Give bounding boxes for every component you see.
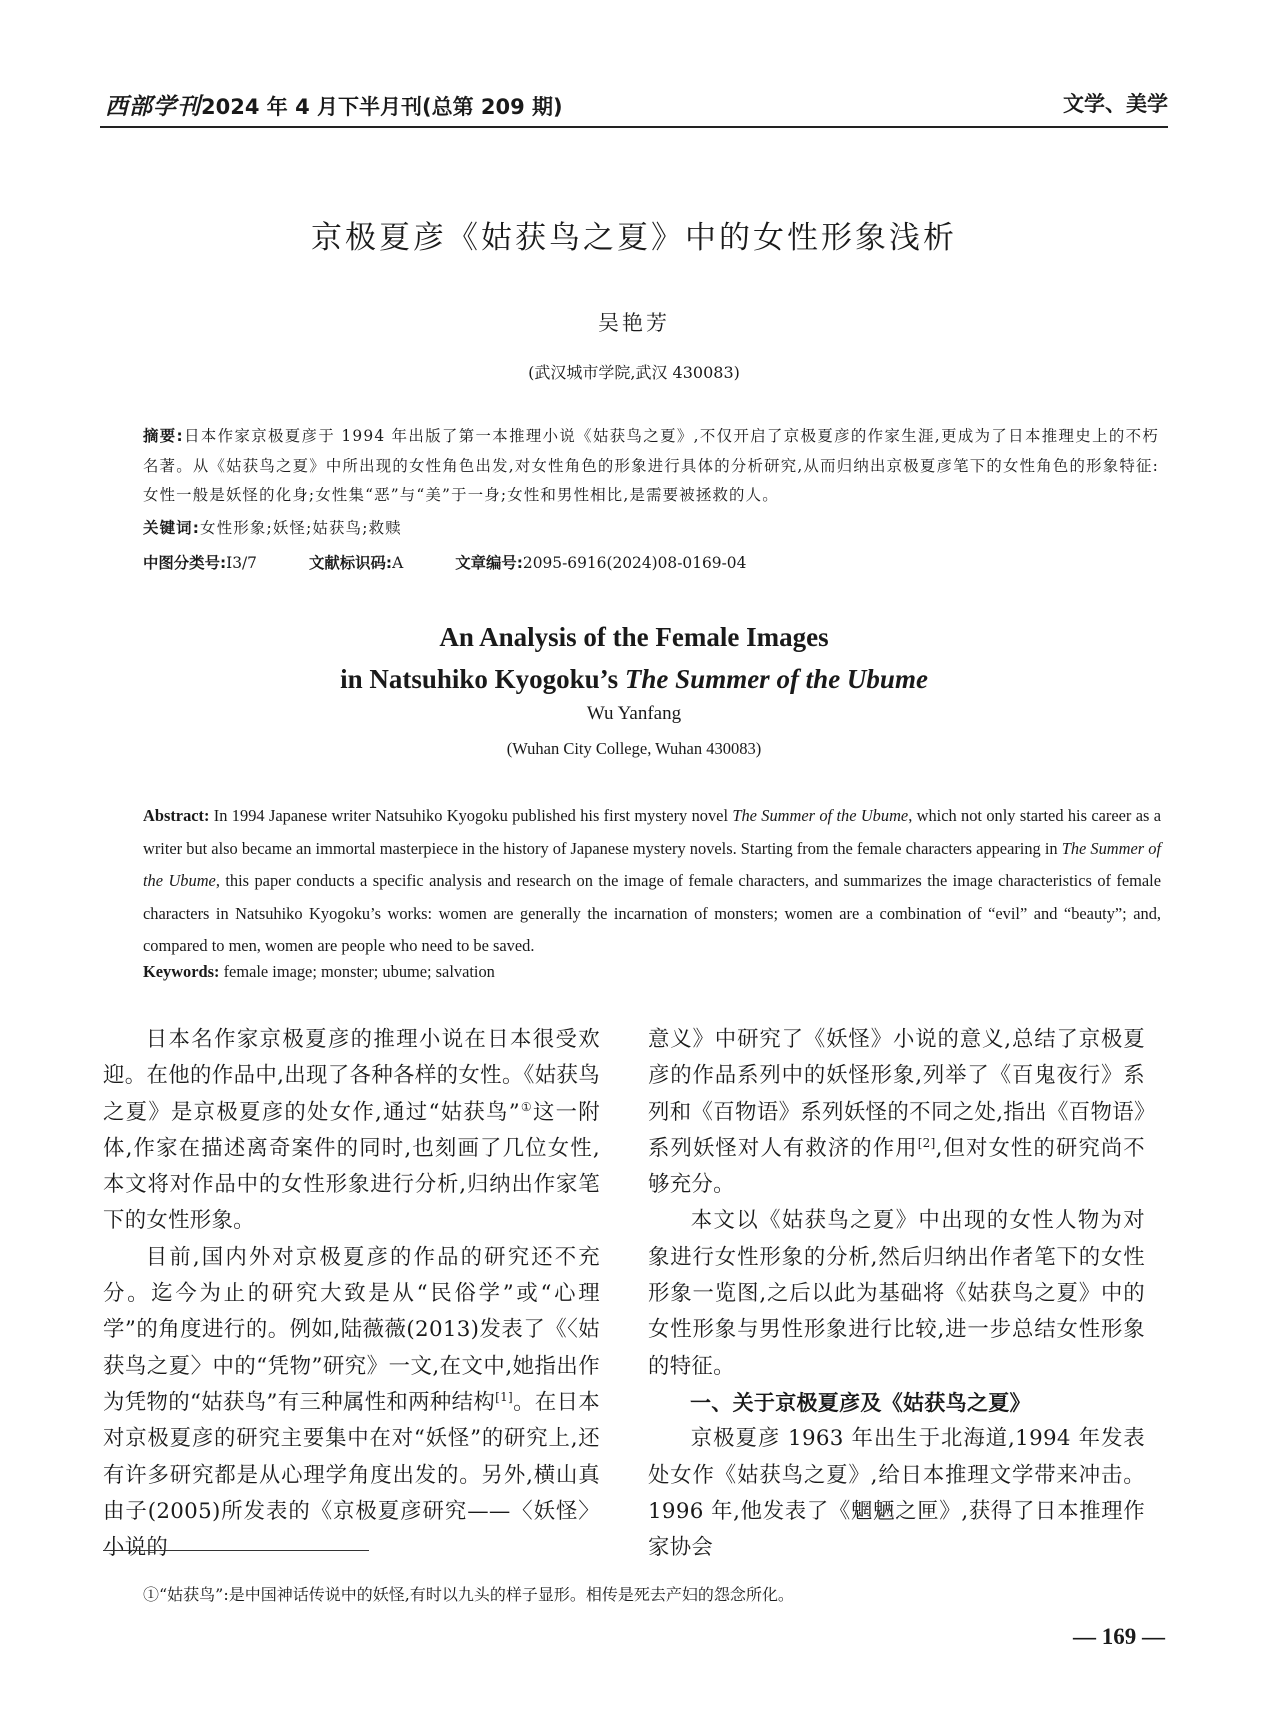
body-paragraph: 意义》中研究了《妖怪》小说的意义,总结了京极夏彦的作品系列中的妖怪形象,列举了《百鬼夜行》系列和《百物语》系列妖怪的不同之处,指出《百物语》系列妖怪对人有救济的作用[2],但对女性的研究尚不够充分。 [648, 1027, 1145, 1198]
author-name: 吴艳芳 [598, 311, 670, 335]
citation-marker: [1] [495, 1389, 514, 1404]
english-author: Wu Yanfang [586, 703, 682, 724]
abstract-en: Abstract: In 1994 Japanese writer Natsuhiko Kyogoku published his first mystery novel The Summer of the Ubume, which not only started his career as a writer but also became an immortal masterpiece in the history of Japanese mystery novels. Starting from the female characters appearing in The Summer of the Ubume, this paper conducts a specific analysis and research on the image of female characters, and summarizes the image characteristics of female characters in Natsuhiko Kyogoku’s works: women are generally the incarnation of monsters; women are a combination of “evil” and “beauty”; and, compared to men, women are people who need to be saved. [143, 806, 1161, 955]
footnote: ①“姑获鸟”:是中国神话传说中的妖怪,有时以九头的样子显形。相传是死去产妇的怨念所化。 [143, 1585, 794, 1604]
document-code: 文献标识码:A [308, 554, 404, 572]
citation-marker: [2] [917, 1135, 936, 1150]
section-label: 文学、美学 [1063, 92, 1168, 116]
author-affiliation: (武汉城市学院,武汉 430083) [528, 363, 740, 382]
classification-row [143, 551, 798, 573]
body-paragraph: 本文以《姑获鸟之夏》中出现的女性人物为对象进行女性形象的分析,然后归纳出作者笔下的女性形象一览图,之后以此为基础将《姑获鸟之夏》中的女性形象与男性形象进行比较,进一步总结女性形象的特征。 [648, 1208, 1145, 1379]
body-paragraph: 日本名作家京极夏彦的推理小说在日本很受欢迎。在他的作品中,出现了各种各样的女性。《姑获鸟之夏》是京极夏彦的处女作,通过“姑获鸟”①这一附体,作家在描述离奇案件的同时,也刻画了几位女性,本文将对作品中的女性形象进行分析,归纳出作家笔下的女性形象。 [103, 1027, 601, 1234]
header-rule [100, 126, 1168, 128]
section-heading: 一、关于京极夏彦及《姑获鸟之夏》 [690, 1390, 1031, 1415]
body-right-column [648, 1022, 1145, 1566]
paper-title: 京极夏彦《姑获鸟之夏》中的女性形象浅析 [311, 220, 957, 256]
abstract-cn-label: 摘要: [143, 427, 184, 445]
keywords-cn-text: 女性形象;妖怪;姑获鸟;救赎 [200, 519, 402, 537]
english-affiliation: (Wuhan City College, Wuhan 430083) [506, 739, 762, 758]
english-title-line1: An Analysis of the Female Images [439, 622, 829, 652]
abstract-cn [143, 422, 1159, 511]
keywords-en-label: Keywords: [143, 962, 220, 981]
footnote-rule [103, 1550, 369, 1551]
english-title-line2: in Natsuhiko Kyogoku’s The Summer of the Ubume [340, 664, 928, 694]
issue-info: 2024 年 4 月下半月刊(总第 209 期) [201, 95, 563, 119]
footnote-marker: ① [519, 1099, 533, 1114]
journal-logo: 西部学刊 [105, 93, 201, 120]
article-number: 文章编号:2095-6916(2024)08-0169-04 [455, 554, 747, 572]
abstract-en-label: Abstract: [143, 806, 210, 825]
body-left-column [103, 1022, 600, 1566]
keywords-en: Keywords: female image; monster; ubume; salvation [143, 962, 495, 981]
clc-number: 中图分类号:I3/7 [143, 554, 257, 572]
journal-header [105, 88, 563, 121]
keywords-cn [143, 516, 402, 538]
page-number: — 169 — [1073, 1624, 1165, 1649]
body-paragraph: 京极夏彦 1963 年出生于北海道,1994 年发表处女作《姑获鸟之夏》,给日本推理文学带来冲击。1996 年,他发表了《魍魉之匣》,获得了日本推理作家协会 [648, 1426, 1145, 1561]
english-title [0, 616, 1268, 700]
abstract-cn-text: 日本作家京极夏彦于 1994 年出版了第一本推理小说《姑获鸟之夏》,不仅开启了京极夏彦的作家生涯,更成为了日本推理史上的不朽名著。从《姑获鸟之夏》中所出现的女性角色出发,对女性角色的形象进行具体的分析研究,从而归纳出京极夏彦笔下的女性角色的形象特征:女性一般是妖怪的化身;女性集“恶”与“美”于一身;女性和男性相比,是需要被拯救的人。 [143, 427, 1159, 504]
body-paragraph: 目前,国内外对京极夏彦的作品的研究还不充分。迄今为止的研究大致是从“民俗学”或“心理学”的角度进行的。例如,陆薇薇(2013)发表了《〈姑获鸟之夏〉中的“凭物”研究》一文,在文中,她指出作为凭物的“姑获鸟”有三种属性和两种结构[1]。在日本对京极夏彦的研究主要集中在对“妖怪”的研究上,还有许多研究都是从心理学角度出发的。另外,横山真由子(2005)所发表的《京极夏彦研究——〈妖怪〉小说的 [103, 1244, 601, 1561]
keywords-cn-label: 关键词: [143, 519, 201, 537]
